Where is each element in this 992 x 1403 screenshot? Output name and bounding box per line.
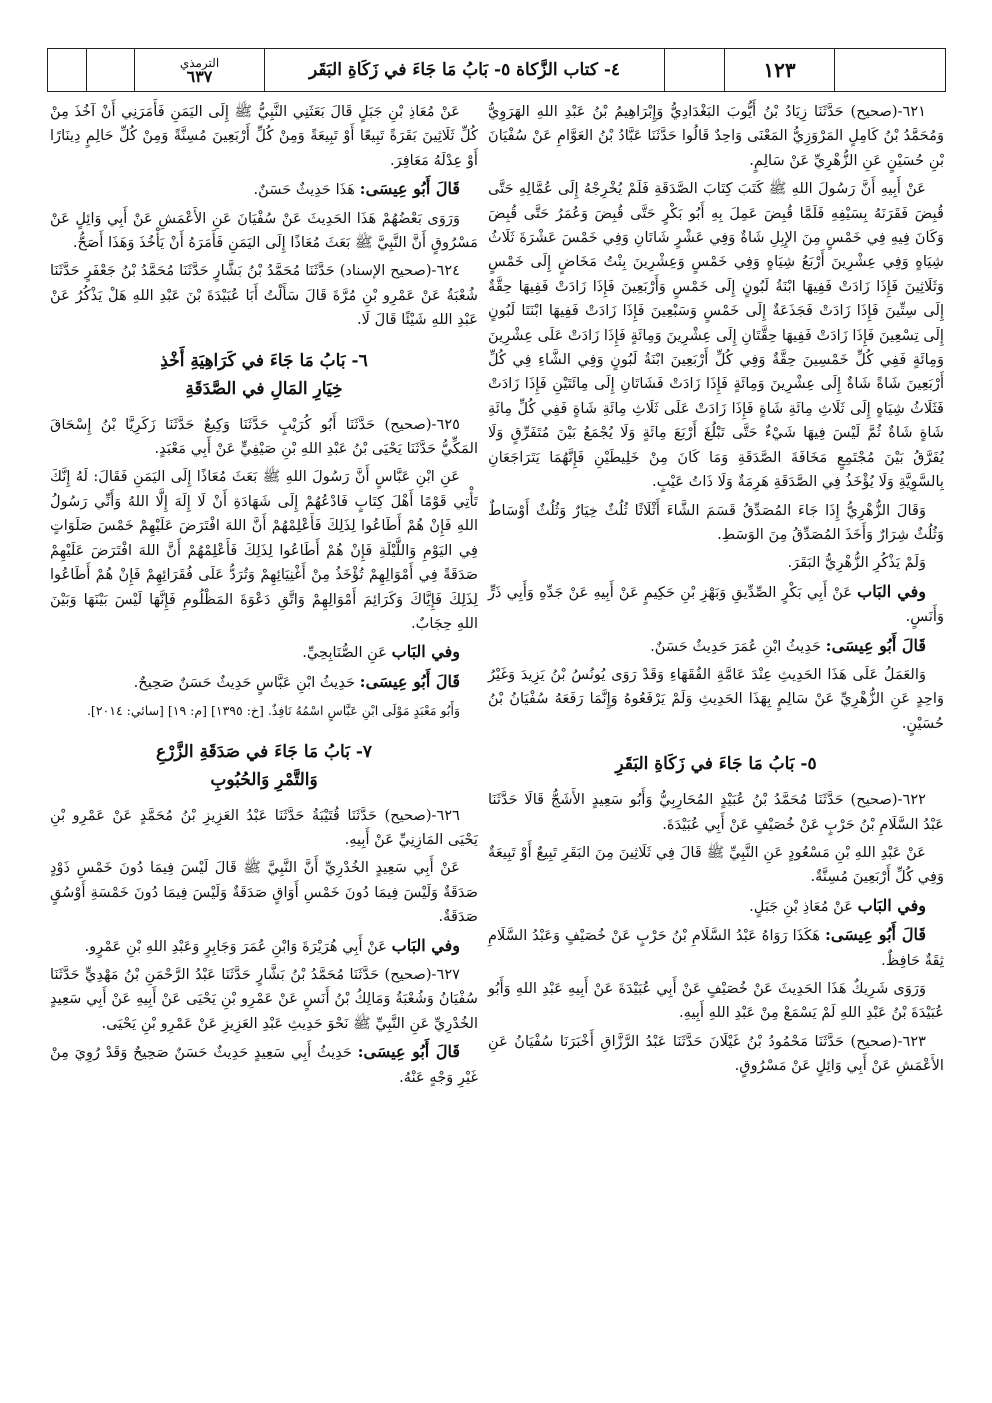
chapter-5-heading: ٥- بَابُ مَا جَاءَ في زَكَاةِ البَقَرِ [615,754,817,775]
wa-fil-bab-2 [488,894,944,919]
wa-fil-bab [488,580,944,630]
sharik-note: وَرَوَى شَرِيكٌ هَذَا الحَدِيثَ عَنْ خُصَيْفٍ عَنْ أَبِي عُبَيْدَةَ عَنْ أَبِيهِ عَبْدِ اللهِ وَأَبُو عُبَيْدَةَ بْنُ عَبْدِ اللهِ لَمْ يَسْمَعْ مِنْ عَبْدِ اللهِ أَبِيهِ. [488,980,944,1022]
hadith-627: ٦٢٧-(صحيح) حَدَّثَنَا مُحَمَّدُ بْنُ بَشَّارٍ حَدَّثَنَا عَبْدُ الرَّحْمَنِ بْنُ مَهْدِيٍّ حَدَّثَنَا سُفْيَانُ وَشُعْبَةُ وَمَالِكُ بْنُ أَنَسٍ عَنْ عَمْرِو بْنِ يَحْيَى عَنْ أَبِيهِ عَنْ أَبِي سَعِيدٍ الخُدْرِيِّ عَنِ النَّبِيِّ ﷺ نَحْوَ حَدِيثِ عَبْدِ العَزِيزِ عَنْ عَمْرِو بْنِ يَحْيَى. [50,965,478,1032]
source-name: الترمذي [179,56,220,70]
hadith-623-isnad: ٦٢٣-(صحيح) حَدَّثَنَا مَحْمُودُ بْنُ غَيْلَانَ حَدَّثَنَا عَبْدُ الرَّزَّاقِ أَخْبَرَنَا سُفْيَانُ عَنِ الأَعْمَشِ عَنْ أَبِي وَائِلٍ عَنْ مَسْرُوقٍ. [488,1032,944,1075]
wa-fil-bab-text-4: عَنْ أَبِي هُرَيْرَةَ وَابْنِ عُمَرَ وَجَابِرٍ وَعَبْدِ اللهِ بْنِ عَمْرٍو. [84,937,392,955]
hadith-623-text: عَنْ مُعَاذِ بْنِ جَبَلٍ قَالَ بَعَثَنِي النَّبِيُّ ﷺ إِلَى اليَمَنِ فَأَمَرَنِي أَنْ آخُذَ مِنْ كُلِّ ثَلَاثِينَ بَقَرَةً تَبِيعًا أَوْ تَبِيعَةً وَمِنْ كُلِّ أَرْبَعِينَ مُسِنَّةً وَمِنْ كُلِّ حَالِمٍ دِينَارًا أَوْ عِدْلَهُ مَعَافِرَ. [50,103,478,169]
abu-isa-text-3: هَذَا حَدِيثٌ حَسَنٌ. [253,181,360,199]
wa-fil-bab-3 [50,640,478,665]
source-number: ٦٣٧ [186,67,213,86]
wa-fil-bab-text-3: عَنِ الصُّنَابِحِيِّ. [302,644,392,662]
hadith-625-isnad: ٦٢٥-(صحيح) حَدَّثَنَا أَبُو كُرَيْبٍ حَدَّثَنَا وَكِيعٌ حَدَّثَنَا زَكَرِيَّا بْنُ إِسْحَاقَ المَكِّيُّ حَدَّثَنَا يَحْيَى بْنُ عَبْدِ اللهِ بْنِ صَيْفِيٍّ عَنْ أَبِي مَعْبَدٍ. [50,415,478,458]
abu-isa-label-2: قَالَ أَبُو عِيسَى: [825,925,927,945]
hadith-624: ٦٢٤-(صحيح الإسناد) حَدَّثَنَا مُحَمَّدُ بْنُ بَشَّارٍ حَدَّثَنَا مُحَمَّدُ بْنُ جَعْفَرٍ حَدَّثَنَا شُعْبَةُ عَنْ عَمْرِو بْنِ مُرَّةَ قَالَ سَأَلْتُ أَبَا عُبَيْدَةَ بْنَ عَبْدِ اللهِ هَلْ يَذْكُرُ عَنْ عَبْدِ اللهِ شَيْئًا قَالَ لَا. [50,262,478,329]
chapter-7-heading [50,738,478,794]
zuhri-note: وَقَالَ الزُّهْرِيُّ إِذَا جَاءَ المُصَدِّقُ قَسَمَ الشَّاءَ أَثْلَاثًا ثُلُثٌ خِيَارٌ وَثُلُثٌ أَوْسَاطٌ وَثُلُثٌ شِرَارٌ وَأَخَذَ المُصَدِّقُ مِنَ الوَسَطِ. [488,501,944,543]
chapter-7-line-2: وَالتَّمْرِ وَالحُبُوبِ [210,769,318,790]
wa-fil-bab-label-2: وفي البَاب [857,895,926,915]
hadith-626-text: عَنْ أَبِي سَعِيدٍ الخُدْرِيِّ أَنَّ النَّبِيَّ ﷺ قَالَ لَيْسَ فِيمَا دُونَ خَمْسِ ذَوْدٍ صَدَقَةٌ وَلَيْسَ فِيمَا دُونَ خَمْسِ أَوَاقٍ صَدَقَةٌ وَلَيْسَ فِيمَا دُونَ خَمْسَةِ أَوْسُقٍ صَدَقَةٌ. [50,859,478,926]
amal-note: وَالعَمَلُ عَلَى هَذَا الحَدِيثِ عِنْدَ عَامَّةِ الفُقَهَاءِ وَقَدْ رَوَى يُونُسُ بْنُ يَزِيدَ وَغَيْرُ وَاحِدٍ عَنِ الزُّهْرِيِّ عَنْ سَالِمٍ بِهَذَا الحَدِيثِ وَلَمْ يَرْفَعُوهُ وَإِنَّمَا رَفَعَهُ سُفْيَانُ بْنُ حُسَيْنٍ. [488,665,944,732]
header-cell-empty-2 [664,49,724,91]
wa-fil-bab-label: وفي البَاب [857,581,926,601]
hadith-622-text: عَنْ عَبْدِ اللهِ بْنِ مَسْعُودٍ عَنِ النَّبِيِّ ﷺ قَالَ فِي ثَلَاثِينَ مِنَ البَقَرِ تَبِيعٌ أَوْ تَبِيعَةٌ وَفِي كُلِّ أَرْبَعِينَ مُسِنَّةٌ. [488,843,944,886]
wa-fil-bab-label-3: وفي البَاب [391,642,460,662]
abu-isa-comment-3 [50,177,478,202]
header-title: ٤- كتاب الزَّكاة ٥- بَابُ مَا جَاءَ في زَكَاةِ البَقَر [264,49,664,91]
header-cell-empty-left [48,49,86,91]
abu-isa-text-5: حَدِيثُ أَبِي سَعِيدٍ حَدِيثٌ حَسَنٌ صَحِيحٌ وَقَدْ رُوِيَ مِنْ غَيْرِ وَجْهٍ عَنْهُ. [50,1044,478,1086]
chapter-6-heading [50,347,478,403]
abu-isa-comment-2 [488,923,944,973]
zuhri-note-2: وَلَمْ يَذْكُرِ الزُّهْرِيُّ البَقَرَ. [787,554,926,572]
hadith-622-isnad: ٦٢٢-(صحيح) حَدَّثَنَا مُحَمَّدُ بْنُ عُبَيْدٍ المُحَارِبِيُّ وَأَبُو سَعِيدٍ الأَشَجُّ قَالَا حَدَّثَنَا عَبْدُ السَّلَامِ بْنُ حَرْبٍ عَنْ خُصَيْفٍ عَنْ أَبِي عُبَيْدَةَ. [488,791,944,833]
abu-mabad-note: وَأَبُو مَعْبَدٍ مَوْلَى ابْنِ عَبَّاسٍ اسْمُهُ نَافِذٌ. [خ: ١٣٩٥] [م: ١٩] [سائي: ٢٠١٤]. [86,703,460,719]
hadith-621-isnad: ٦٢١-(صحيح) حَدَّثَنَا زِيَادُ بْنُ أَيُّوبَ البَغْدَادِيُّ وَإِبْرَاهِيمُ بْنُ عَبْدِ اللهِ الهَرَوِيُّ وَمُحَمَّدُ بْنُ كَامِلٍ المَرْوَزِيُّ المَعْنَى وَاحِدٌ قَالُوا حَدَّثَنَا عَبَّادُ بْنُ العَوَّامِ عَنْ سُفْيَانَ بْنِ حُسَيْنٍ عَنِ الزُّهْرِيِّ عَنْ سَالِمٍ. [488,103,944,169]
abu-isa-text-4: حَدِيثُ ابْنِ عَبَّاسٍ حَدِيثٌ حَسَنٌ صَحِيحٌ. [133,673,360,691]
abu-isa-comment-5 [50,1040,478,1090]
ba-duhum-note: وَرَوَى بَعْضُهُمْ هَذَا الحَدِيثَ عَنْ سُفْيَانَ عَنِ الأَعْمَشِ عَنْ أَبِي وَائِلٍ عَنْ مَسْرُوقٍ أَنَّ النَّبِيَّ ﷺ بَعَثَ مُعَاذًا إِلَى اليَمَنِ فَأَمَرَهُ أَنْ يَأْخُذَ وَهَذَا أَصَحُّ. [50,209,478,252]
hadith-621-text: عَنْ أَبِيهِ أَنَّ رَسُولَ اللهِ ﷺ كَتَبَ كِتَابَ الصَّدَقَةِ فَلَمْ يُخْرِجْهُ إِلَى عُمَّالِهِ حَتَّى قُبِضَ فَقَرَنَهُ بِسَيْفِهِ فَلَمَّا قُبِضَ عَمِلَ بِهِ أَبُو بَكْرٍ حَتَّى قُبِضَ وَعُمَرُ حَتَّى قُبِضَ وَكَانَ فِيهِ فِي خَمْسٍ مِنَ الإِبِلِ شَاةٌ وَفِي عَشْرٍ شَاتَانِ وَفِي خَمْسَ عَشْرَةَ ثَلَاثُ شِيَاهٍ وَفِي عِشْرِينَ أَرْبَعُ شِيَاهٍ وَفِي خَمْسٍ وَعِشْرِينَ بِنْتُ مَخَاضٍ إِلَى خَمْسٍ وَثَلَاثِينَ فَإِذَا زَادَتْ فَفِيهَا ابْنَةُ لَبُونٍ إِلَى خَمْسٍ وَأَرْبَعِينَ فَإِذَا زَادَتْ فَفِيهَا حِقَّةٌ إِلَى سِتِّينَ فَإِذَا زَادَتْ فَجَذَعَةٌ إِلَى خَمْسٍ وَسَبْعِينَ فَإِذَا زَادَتْ فَفِيهَا ابْنَتَا لَبُونٍ إِلَى تِسْعِينَ فَإِذَا زَادَتْ فَفِيهَا حِقَّتَانِ إِلَى عِشْرِينَ وَمِائَةٍ فَإِذَا زَادَتْ عَلَى عِشْرِينَ وَمِائَةٍ فَفِي كُلِّ خَمْسِينَ حِقَّةٌ وَفِي كُلِّ أَرْبَعِينَ ابْنَةُ لَبُونٍ وَفِي الشَّاءِ فِي كُلِّ أَرْبَعِينَ شَاةً شَاةٌ إِلَى عِشْرِينَ وَمِائَةٍ فَإِذَا زَادَتْ فَشَاتَانِ إِلَى مِائَتَيْنِ فَإِذَا زَادَتْ فَثَلَاثُ شِيَاهٍ إِلَى ثَلَاثِ مِائَةِ شَاةٍ فَإِذَا زَادَتْ عَلَى ثَلَاثِ مِائَةِ شَاةٍ فَفِي كُلِّ مِائَةِ شَاةٍ شَاةٌ ثُمَّ لَيْسَ فِيهَا شَيْءٌ حَتَّى تَبْلُغَ أَرْبَعَ مِائَةٍ وَلَا يُجْمَعُ بَيْنَ مُتَفَرِّقٍ وَلَا يُفَرَّقُ بَيْنَ مُجْتَمِعٍ مَخَافَةَ الصَّدَقَةِ وَمَا كَانَ مِنْ خَلِيطَيْنِ فَإِنَّهُمَا يَتَرَاجَعَانِ بِالسَّوِيَّةِ وَلَا يُؤْخَذُ فِي الصَّدَقَةِ هَرِمَةٌ وَلَا ذَاتُ عَيْبٍ. [488,180,944,491]
hadith-626-isnad: ٦٢٦-(صحيح) حَدَّثَنَا قُتَيْبَةُ حَدَّثَنَا عَبْدُ العَزِيزِ بْنُ مُحَمَّدٍ عَنْ عَمْرِو بْنِ يَحْيَى المَازِنِيِّ عَنْ أَبِيهِ. [50,806,478,848]
wa-fil-bab-text: عَنْ أَبِي بَكْرٍ الصِّدِّيقِ وَبَهْزِ بْنِ حَكِيمٍ عَنْ أَبِيهِ عَنْ جَدِّهِ وَأَبِي ذَرٍّ وَأَنَسٍ. [488,583,944,626]
abu-isa-comment-4 [50,670,478,695]
wa-fil-bab-4 [50,934,478,959]
hadith-625-text: عَنِ ابْنِ عَبَّاسٍ أَنَّ رَسُولَ اللهِ ﷺ بَعَثَ مُعَاذًا إِلَى اليَمَنِ فَقَالَ: لَهُ إِنَّكَ تَأْتِي قَوْمًا أَهْلَ كِتَابٍ فَادْعُهُمْ إِلَى شَهَادَةِ أَنْ لَا إِلَهَ إِلَّا اللهُ وَأَنِّي رَسُولُ اللهِ فَإِنْ هُمْ أَطَاعُوا لِذَلِكَ فَأَعْلِمْهُمْ أَنَّ اللهَ افْتَرَضَ عَلَيْهِمْ خَمْسَ صَلَوَاتٍ فِي اليَوْمِ وَاللَّيْلَةِ فَإِنْ هُمْ أَطَاعُوا لِذَلِكَ فَأَعْلِمْهُمْ أَنَّ اللهَ افْتَرَضَ عَلَيْهِمْ صَدَقَةً فِي أَمْوَالِهِمْ تُؤْخَذُ مِنْ أَغْنِيَائِهِمْ وَتُرَدُّ عَلَى فُقَرَائِهِمْ فَإِنْ هُمْ أَطَاعُوا لِذَلِكَ فَإِيَّاكَ وَكَرَائِمَ أَمْوَالِهِمْ وَاتَّقِ دَعْوَةَ المَظْلُومِ فَإِنَّهَا لَيْسَ بَيْنَهَا وَبَيْنَ اللهِ حِجَابٌ. [50,468,478,632]
chapter-6-line-2: خِيَارِ المَالِ في الصَّدَقَةِ [185,378,343,399]
right-column [488,100,944,1083]
abu-isa-label: قَالَ أَبُو عِيسَى: [825,635,926,655]
abu-isa-label-5: قَالَ أَبُو عِيسَى: [357,1042,460,1062]
header-cell-empty [86,49,134,91]
abu-isa-text: حَدِيثُ ابْنِ عُمَرَ حَدِيثٌ حَسَنٌ. [650,637,826,655]
left-column [50,100,478,1094]
page-number: ١٢٣ [724,49,834,91]
header-cell-empty-right [834,49,945,91]
wa-fil-bab-text-2: عَنْ مُعَاذِ بْنِ جَبَلٍ. [749,897,858,915]
abu-isa-label-3: قَالَ أَبُو عِيسَى: [359,179,460,199]
abu-isa-comment [488,634,944,659]
abu-isa-label-4: قَالَ أَبُو عِيسَى: [359,671,460,691]
chapter-7-line-1: ٧- بَابُ مَا جَاءَ في صَدَقَةِ الزَّرْعِ [155,741,373,762]
wa-fil-bab-label-4: وفي البَاب [391,935,460,955]
abu-isa-text-2: هَكَذَا رَوَاهُ عَبْدُ السَّلَامِ بْنُ حَرْبٍ عَنْ خُصَيْفٍ وَعَبْدُ السَّلَامِ ثِقَةٌ حَافِظٌ. [488,927,944,969]
page-header [47,48,946,92]
header-source [134,49,264,91]
chapter-6-line-1: ٦- بَابُ مَا جَاءَ في كَرَاهِيَةِ أَخْذِ [160,350,368,371]
